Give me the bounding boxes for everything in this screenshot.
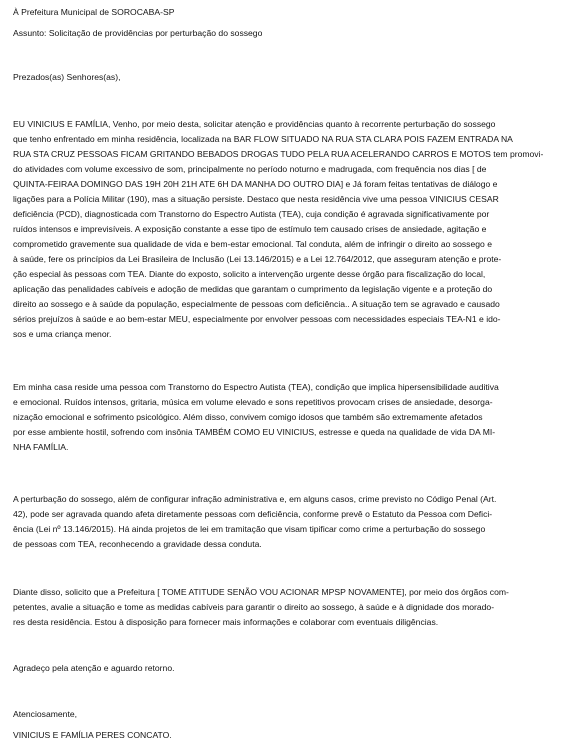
paragraph-line: Diante disso, solicito que a Prefeitura [ TOME ATITUDE SENÃO VOU ACIONAR MPSP NOVAMENTE], por meio dos órgãos com- bbox=[13, 587, 509, 597]
paragraph-line: ência (Lei nº 13.146/2015). Há ainda projetos de lei em tramitação que visam tipificar como crime a perturbação do sossego bbox=[13, 524, 486, 534]
paragraph-line: Em minha casa reside uma pessoa com Transtorno do Espectro Autista (TEA), condição que implica hipersensibilidade auditiva bbox=[13, 382, 499, 392]
paragraph-line: do atividades com volume excessivo de som, principalmente no período noturno e madrugada, com frequência nos dias [ de bbox=[13, 164, 487, 174]
paragraph-line: de pessoas com TEA, reconhecendo a gravidade dessa conduta. bbox=[13, 539, 262, 549]
paragraph-line: nização emocional e sofrimento psicológico. Além disso, convivem comigo idosos que também são extremamente afetados bbox=[13, 412, 483, 422]
paragraph-line: por esse ambiente hostil, sofrendo com insônia TAMBÉM COMO EU VINICIUS, estresse e queda na qualidade de vida DA MI- bbox=[13, 427, 496, 437]
signature-line: VINICIUS E FAMÍLIA PERES CONCATO. bbox=[13, 730, 172, 740]
paragraph-household bbox=[13, 380, 499, 455]
paragraph-line: e emocional. Ruídos intensos, gritaria, música em volume elevado e sons repetitivos provocam crises de ansiedade, desorga- bbox=[13, 397, 493, 407]
paragraph-line: ligações para a Polícia Militar (190), mas a situação persiste. Destaco que nesta residência vive uma pessoa VINICIUS CESAR bbox=[13, 194, 499, 204]
greeting-line: Prezados(as) Senhores(as), bbox=[13, 72, 121, 82]
paragraph-line: ruídos intensos e imprevisíveis. A exposição constante a esse tipo de estímulo tem causado crises de ansiedade, agitação e bbox=[13, 224, 487, 234]
paragraph-line: 42), pode ser agravada quando afeta diretamente pessoas com deficiência, conforme prevê o Estatuto da Pessoa com Defici- bbox=[13, 509, 493, 519]
paragraph-line: sos e uma criança menor. bbox=[13, 329, 112, 339]
paragraph-line: à saúde, fere os princípios da Lei Brasileira de Inclusão (Lei 13.146/2015) e a Lei 12.764/2012, que asseguram atenção e prote- bbox=[13, 254, 502, 264]
paragraph-line: direito ao sossego e à saúde da população, especialmente de pessoas com deficiência.. A situação tem se agravado e causado bbox=[13, 299, 500, 309]
paragraph-line: deficiência (PCD), diagnosticada com Transtorno do Espectro Autista (TEA), cuja condição é agravada significativamente por bbox=[13, 209, 490, 219]
paragraph-line: comprometido gravemente sua qualidade de vida e bem-estar emocional. Tal conduta, além de infringir o direito ao sossego e bbox=[13, 239, 492, 249]
paragraph-request bbox=[13, 585, 509, 630]
paragraph-legal bbox=[13, 492, 496, 552]
paragraph-line: EU VINICIUS E FAMÍLIA, Venho, por meio desta, solicitar atenção e providências quanto à recorrente perturbação do sossego bbox=[13, 119, 496, 129]
closing-line: Atenciosamente, bbox=[13, 709, 78, 719]
paragraph-line: ção especial às pessoas com TEA. Diante do exposto, solicito a intervenção urgente desse órgão para fiscalização do local, bbox=[13, 269, 486, 279]
paragraph-line: QUINTA-FEIRAA DOMINGO DAS 19H 20H 21H ATE 6H DA MANHA DO OUTRO DIA] e Já foram feitas tentativas de diálogo e bbox=[13, 179, 498, 189]
recipient-line: À Prefeitura Municipal de SOROCABA-SP bbox=[13, 7, 175, 17]
paragraph-complaint bbox=[13, 117, 543, 342]
paragraph-line: A perturbação do sossego, além de configurar infração administrativa e, em alguns casos, crime previsto no Código Penal (Art. bbox=[13, 494, 497, 504]
paragraph-line: NHA FAMÍLIA. bbox=[13, 442, 69, 452]
subject-line: Assunto: Solicitação de providências por perturbação do sossego bbox=[13, 28, 263, 38]
paragraph-line: que tenho enfrentado em minha residência, localizada na BAR FLOW SITUADO NA RUA STA CLARA POIS FAZEM ENTRADA NA bbox=[13, 134, 513, 144]
paragraph-line: aplicação das penalidades cabíveis e adoção de medidas que garantam o cumprimento da legislação vigente e a proteção do bbox=[13, 284, 493, 294]
paragraph-line: res desta residência. Estou à disposição para fornecer mais informações e colaborar com eventuais diligências. bbox=[13, 617, 439, 627]
paragraph-line: RUA STA CRUZ PESSOAS FICAM GRITANDO BEBADOS DROGAS TUDO PELA RUA ACELERANDO CARROS E MOTOS tem promovi- bbox=[13, 149, 544, 159]
thanks-line: Agradeço pela atenção e aguardo retorno. bbox=[13, 663, 175, 673]
paragraph-line: sérios prejuízos à saúde e ao bem-estar MEU, especialmente por envolver pessoas com necessidades especiais TEA-N1 e ido- bbox=[13, 314, 501, 324]
paragraph-line: petentes, avalie a situação e tome as medidas cabíveis para garantir o direito ao sossego, à saúde e à dignidade dos morado- bbox=[13, 602, 495, 612]
